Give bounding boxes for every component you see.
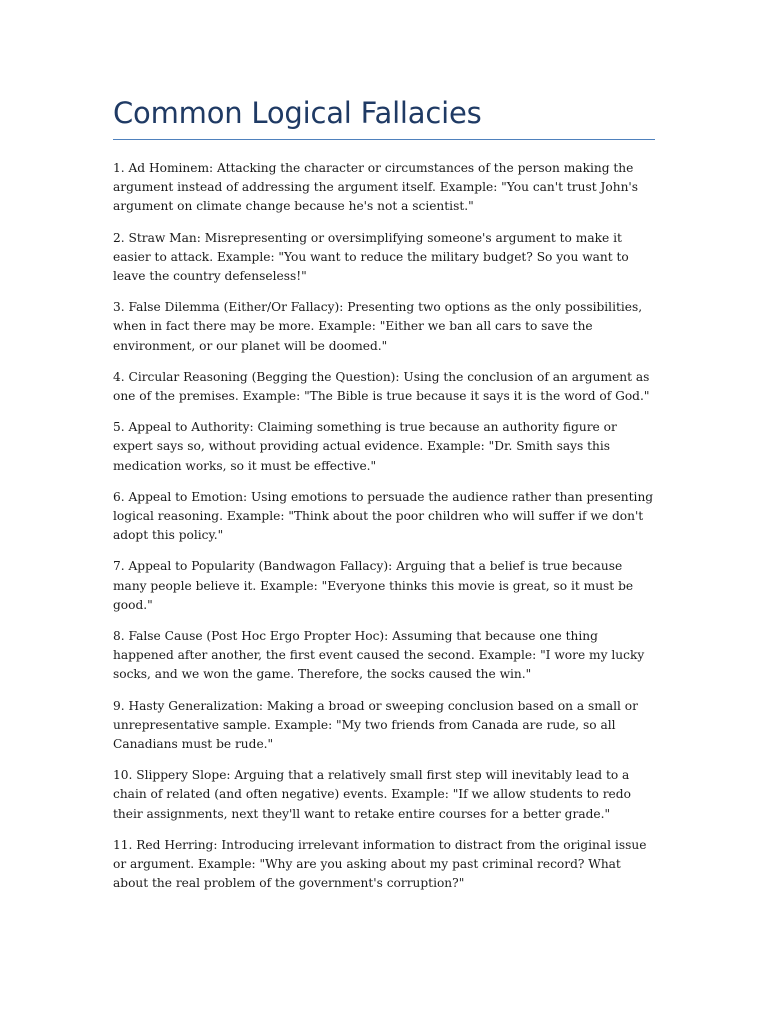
- fallacy-red-herring: 11. Red Herring: Introducing irrelevant information to distract from the original issue or argument. Example: "Why are you asking about my past criminal record? What about the real problem of the government's corruption?": [113, 837, 647, 891]
- fallacy-appeal-to-authority: 5. Appeal to Authority: Claiming something is true because an authority figure or expert says so, without providing actual evidence. Example: "Dr. Smith says this medication works, so it must be effective.": [113, 420, 617, 473]
- fallacy-ad-hominem: 1. Ad Hominem: Attacking the character or circumstances of the person making the argument instead of addressing the argument itself. Example: "You can't trust John's argument on climate change because he's not a scientist.": [113, 161, 639, 214]
- fallacy-false-dilemma: 3. False Dilemma (Either/Or Fallacy): Presenting two options as the only possibilities, when in fact there may be more. Example: "Either we ban all cars to save the environment, or our planet will be doomed.": [113, 300, 643, 353]
- fallacy-appeal-to-popularity: 7. Appeal to Popularity (Bandwagon Fallacy): Arguing that a belief is true because many people believe it. Example: "Everyone thinks this movie is great, so it must be good.": [113, 559, 634, 612]
- fallacy-appeal-to-emotion: 6. Appeal to Emotion: Using emotions to persuade the audience rather than presenting logical reasoning. Example: "Think about the poor children who will suffer if we don't adopt this policy.": [113, 489, 654, 543]
- fallacy-hasty-generalization: 9. Hasty Generalization: Making a broad or sweeping conclusion based on a small or unrepresentative sample. Example: "My two friends from Canada are rude, so all Canadians must be rude.": [113, 698, 638, 752]
- fallacy-circular-reasoning: 4. Circular Reasoning (Begging the Question): Using the conclusion of an argument as one of the premises. Example: "The Bible is true because it says it is the word of God.": [113, 369, 650, 404]
- title-divider: [113, 139, 655, 140]
- fallacy-slippery-slope: 10. Slippery Slope: Arguing that a relatively small first step will inevitably lead to a chain of related (and often negative) events. Example: "If we allow students to redo their assignments, next they'll want to retake entire courses for a better grade.": [113, 768, 631, 821]
- fallacy-straw-man: 2. Straw Man: Misrepresenting or oversimplifying someone's argument to make it easier to attack. Example: "You want to reduce the military budget? So you want to leave the country defenseless!": [113, 230, 629, 284]
- document-body: [113, 159, 655, 906]
- document-title: Common Logical Fallacies: [113, 96, 482, 130]
- fallacy-false-cause: 8. False Cause (Post Hoc Ergo Propter Hoc): Assuming that because one thing happened after another, the first event caused the second. Example: "I wore my lucky socks, and we won the game. Therefore, the socks caused the win.": [113, 629, 645, 682]
